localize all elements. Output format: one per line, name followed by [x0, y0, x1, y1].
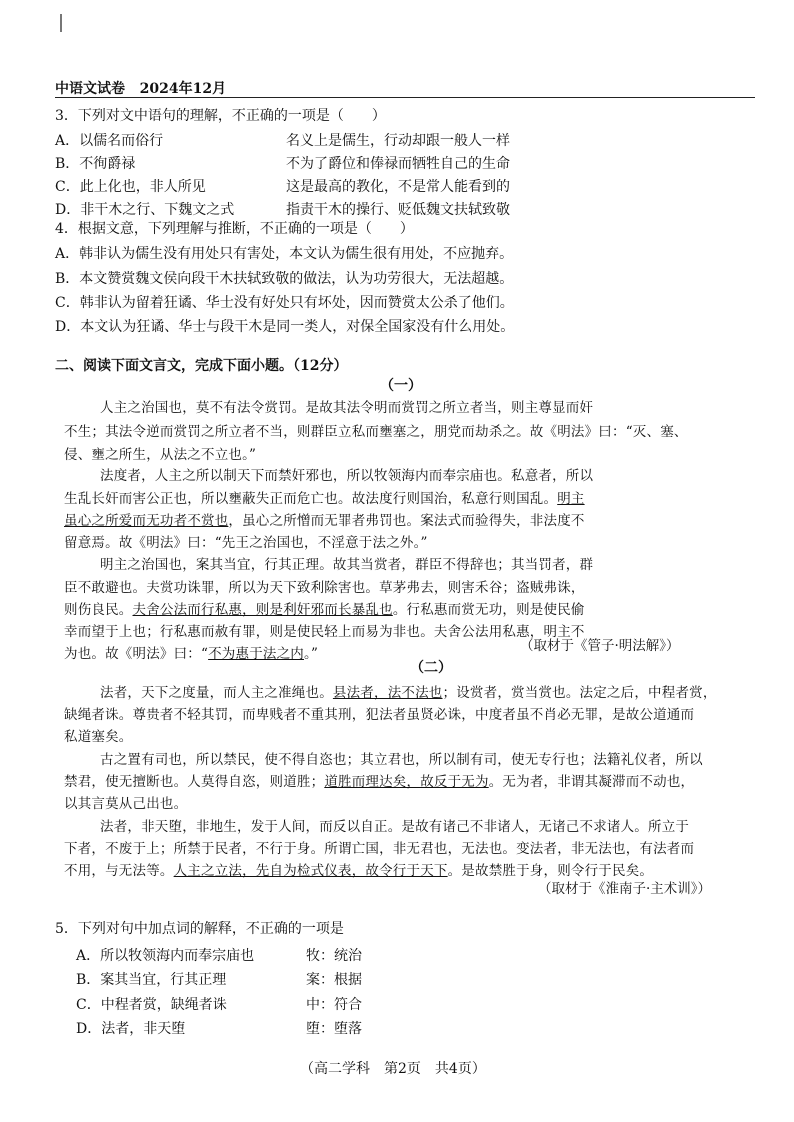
text1-underlined-sentence: 不为惠于法之内 [208, 646, 305, 662]
text2-underlined-sentence: 人主之立法，先自为检式仪表，故令行于天下 [173, 863, 448, 879]
text2-line [64, 859, 653, 879]
q5-option-right: 堕：堕落 [306, 1021, 362, 1037]
section2-heading: 二、阅读下面文言文，完成下面小题。（12分） [55, 358, 348, 374]
q4-option: C．韩非认为留着狂谲、华士没有好处只有坏处，因而赞赏太公杀了他们。 [55, 295, 514, 311]
text1-text: 明主之治国也，案其当宜，行其正理。故其当赏者，群臣不得辞也；其当罚者，群 [100, 557, 594, 573]
text1-line [100, 396, 593, 416]
text2-source: （取材于《淮南子·主术训》） [538, 881, 712, 897]
text1-title: （一） [380, 378, 422, 394]
text1-line [64, 443, 256, 463]
text2-text: 禁君，使无擅断也。人莫得自恣，则道胜； [64, 774, 325, 790]
text1-line [64, 487, 585, 507]
q5-option-left: A．所以牧领海内而奉宗庙也 [76, 948, 255, 964]
q5-option-left: C．中程者赏，缺绳者诛 [76, 997, 227, 1013]
text1-source: （取材于《管子·明法解》） [520, 638, 680, 654]
text2-line [100, 815, 689, 835]
text2-line [64, 725, 133, 745]
text1-underlined-sentence: 虽心之所爱而无功者不赏也 [64, 513, 229, 529]
q5-option-right: 案：根据 [306, 972, 362, 988]
text1-text: 臣不敢避也。夫赏功诛罪，所以为天下致利除害也。草茅弗去，则害禾谷；盗贼弗诛， [64, 580, 585, 596]
text1-text: 侵、壅之所生，从法之不立也。” [64, 447, 257, 463]
text1-text: 法度者，人主之所以制天下而禁奸邪也，所以牧领海内而奉宗庙也。私意者，所以 [100, 468, 594, 484]
q3-option-right: 这是最高的教化，不是常人能看到的 [286, 179, 510, 195]
text1-underlined-sentence: 明主 [557, 491, 585, 507]
q4-option: D．本文认为狂谲、华士与段干木是同一类人，对保全国家没有什么用处。 [55, 319, 515, 335]
text2-text: 。无为者，非谓其凝滞而不动也， [488, 774, 695, 790]
text2-line [100, 681, 717, 701]
text2-text: 古之置有司也，所以禁民，使不得自恣也；其立君也，所以制有司，使无专行也；法籍礼仪者，所以 [100, 752, 703, 768]
text2-text: 法者，天下之度量，而人主之准绳也。 [100, 685, 333, 701]
text1-text: 生乱长奸而害公正也，所以壅蔽失正而危亡也。故法度行则国治，私意行则国乱。 [64, 491, 558, 507]
text1-line [64, 509, 585, 529]
text2-text: ；设赏者，赏当赏也。法定之后，中程者赏， [442, 685, 717, 701]
page-header [55, 78, 226, 98]
text1-text: 为也。故《明法》曰：“ [64, 646, 209, 662]
text2-text: 法者，非天堕，非地生，发于人间，而反以自正。是故有诸己不非诸人，无诸己不求诸人。所立于 [100, 819, 690, 835]
text2-line [64, 770, 694, 790]
text1-line [64, 576, 585, 596]
text2-title: （二） [410, 660, 452, 676]
q5-option-right: 中：符合 [306, 997, 362, 1013]
page-footer: （高二学科 第2页 共4页） [300, 1061, 486, 1077]
q5-stem: 5．下列对句中加点词的解释，不正确的一项是 [55, 921, 344, 937]
text1-text: 。” [304, 646, 319, 662]
text1-line [64, 531, 428, 551]
q3-stem: 3．下列对文中语句的理解，不正确的一项是（ ） [55, 108, 386, 124]
scan-mark [60, 14, 62, 32]
text2-text: 以其言莫从己出也。 [64, 796, 188, 812]
q5-option-left: D．法者，非天堕 [76, 1021, 186, 1037]
text2-underlined-sentence: 县法者，法不法也 [332, 685, 443, 701]
q3-option-right: 名义上是儒生，行动却跟一般人一样 [286, 133, 510, 149]
text1-text: 。行私惠而赏无功，则是使民偷 [392, 602, 585, 618]
text2-line [100, 748, 703, 768]
header-rule [55, 97, 755, 98]
q5-option-right: 牧：统治 [306, 948, 362, 964]
text1-text: 则伤良民。 [64, 602, 133, 618]
q3-option-left: C．此上化也，非人所见 [55, 179, 206, 195]
text1-text: 幸而望于上也；行私惠而赦有罪，则是使民轻上而易为非也。夫舍公法用私惠，明主不 [64, 624, 585, 640]
text2-text: 不用，与无法等。 [64, 863, 174, 879]
text2-text: 。是故禁胜于身，则令行于民矣。 [447, 863, 654, 879]
q4-option: A．韩非认为儒生没有用处只有害处，本文认为儒生很有用处，不应抛弃。 [55, 246, 514, 262]
q5-option-left: B．案其当宜，行其正理 [76, 972, 227, 988]
text1-underlined-sentence: 夫舍公法而行私惠，则是利奸邪而长暴乱也 [132, 602, 393, 618]
q3-option-left: D．非干木之行、下魏文之式 [55, 202, 235, 218]
q3-option-right: 指责干木的操行、贬低魏文扶轼致敬 [286, 202, 510, 218]
text1-text: ，虽心之所憎而无罪者弗罚也。案法式而验得失，非法度不 [228, 513, 585, 529]
text1-line [64, 420, 688, 440]
text1-line [64, 642, 318, 662]
text2-text: 缺绳者诛。尊贵者不轻其罚，而卑贱者不重其刑，犯法者虽贤必诛，中度者虽不肖必无罪，是故公道通而 [64, 707, 695, 723]
q3-option-left: B．不徇爵禄 [55, 156, 136, 172]
text2-line [64, 792, 187, 812]
text1-line [100, 553, 593, 573]
text1-text: 不生；其法令逆而赏罚之所立者不当，则群臣立私而壅塞之，朋党而劫杀之。故《明法》曰：“灭、塞、 [64, 424, 688, 440]
text2-text: 下者，不废于上；所禁于民者，不行于身。所谓亡国，非无君也，无法也。变法者，非无法也，有法者而 [64, 841, 695, 857]
q3-option-left: A．以儒名而俗行 [55, 133, 164, 149]
text1-text: 人主之治国也，莫不有法令赏罚。是故其法令明而赏罚之所立者当，则主尊显而奸 [100, 400, 594, 416]
header-date: 2024年12月 [139, 81, 227, 97]
text2-line [64, 837, 694, 857]
text1-text: 留意焉。故《明法》曰：“先王之治国也，不淫意于法之外。” [64, 535, 428, 551]
header-title: 中语文试卷 [55, 81, 125, 97]
text1-line [64, 620, 585, 640]
text2-underlined-sentence: 道胜而理达矣，故反于无为 [324, 774, 489, 790]
q4-stem: 4．根据文意，下列理解与推断，不正确的一项是（ ） [55, 221, 414, 237]
q3-option-right: 不为了爵位和俸禄而牺牲自己的生命 [286, 156, 510, 172]
q4-option: B．本文赞赏魏文侯向段干木扶轼致敬的做法，认为功劳很大，无法超越。 [55, 271, 514, 287]
text1-line [100, 464, 593, 484]
text2-text: 私道塞矣。 [64, 729, 133, 745]
text1-line [64, 598, 585, 618]
text2-line [64, 703, 694, 723]
